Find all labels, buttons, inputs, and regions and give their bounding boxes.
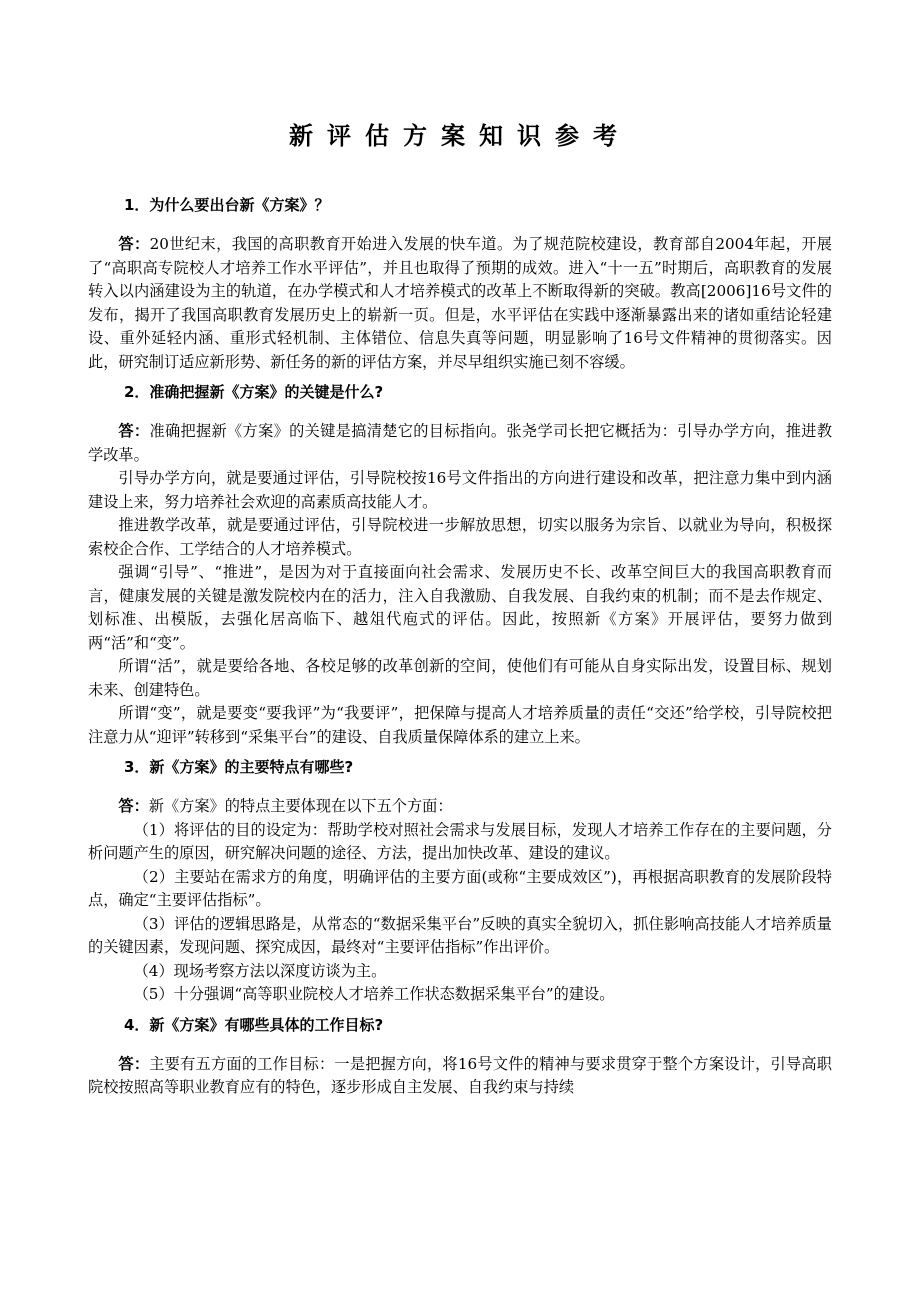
question-2: 2．准确把握新《方案》的关键是什么? <box>124 383 384 401</box>
document-title: 新评估方案知识参考 <box>289 122 631 150</box>
answer-label: 答： <box>118 235 150 253</box>
feature-item: （1）将评估的目的设定为：帮助学校对照社会需求与发展目标，发现人才培养工作存在的主要问题，分析问题产生的原因，研究解决问题的途径、方法，提出加快改革、建设的建议。 <box>88 820 832 862</box>
answer-2-paragraph: 推进教学改革，就是要通过评估，引导院校进一步解放思想，切实以服务为宗旨、以就业为导向，积极探索校企合作、工学结合的人才培养模式。 <box>88 516 832 558</box>
question-3: 3．新《方案》的主要特点有哪些? <box>124 758 354 776</box>
answer-2-paragraph: 所谓“活”，就是要给各地、各校足够的改革创新的空间，使他们有可能从自身实际出发，设置目标、规划未来、创建特色。 <box>88 657 832 699</box>
answer-label: 答： <box>118 1054 150 1073</box>
answer-2-paragraph: 所谓“变”，就是要变“要我评”为“我要评”，把保障与提高人才培养质量的责任“交还”给学校，引导院校把注意力从“迎评”转移到“采集平台”的建设、自我质量保障体系的建立上来。 <box>88 704 832 746</box>
answer-2-paragraph: 强调“引导”、“推进”，是因为对于直接面向社会需求、发展历史不长、改革空间巨大的我国高职教育而言，健康发展的关键是激发院校内在的活力，注入自我激励、自我发展、自我约束的机制；而不是去作规定、划标准、出模版，去强化居高临下、越俎代庖式的评估。因此，按照新《方案》开展评估，要努力做到两“活”和“变”。 <box>88 563 832 652</box>
question-4: 4．新《方案》有哪些具体的工作目标? <box>124 1015 384 1034</box>
feature-item: （3）评估的逻辑思路是，从常态的“数据采集平台”反映的真实全貌切入，抓住影响高技能人才培养质量的关键因素，发现问题、探究成因，最终对“主要评估指标”作出评价。 <box>88 914 832 956</box>
answer-2-paragraph: 引导办学方向，就是要通过评估，引导院校按16号文件指出的方向进行建设和改革，把注意力集中到内涵建设上来，努力培养社会欢迎的高素质高技能人才。 <box>88 469 832 511</box>
answer-4-text: 主要有五方面的工作目标：一是把握方向，将16号文件的精神与要求贯穿于整个方案设计，引导高职院校按照高等职业教育应有的特色，逐步形成自主发展、自我约束与持续 <box>88 1054 832 1096</box>
question-1: 1．为什么要出台新《方案》？ <box>124 196 330 214</box>
answer-1-text: 20世纪末，我国的高职教育开始进入发展的快车道。为了规范院校建设，教育部自2004年起，开展了“高职高专院校人才培养工作水平评估”，并且也取得了预期的成效。进入“十一五”时期后，高职教育的发展转入以内涵建设为主的轨道，在办学模式和人才培养模式的改革上不断取得新的突破。教高[2006]16号文件的发布，揭开了我国高职教育发展历史上的崭新一页。但是，水平评估在实践中逐渐暴露出来的诸如重结论轻建设、重外延轻内涵、重形式轻机制、主体错位、信息失真等问题，明显影响了16号文件精神的贯彻落实。因此，研究制订适应新形势、新任务的新的评估方案，并尽早组织实施已刻不容缓。 <box>88 235 832 371</box>
answer-label: 答： <box>118 797 149 815</box>
feature-item: （2）主要站在需求方的角度，明确评估的主要方面(或称“主要成效区”)，再根据高职教育的发展阶段特点，确定“主要评估指标”。 <box>88 867 832 909</box>
answer-3 <box>88 795 832 819</box>
document-body <box>88 193 832 1100</box>
answer-label: 答： <box>118 422 150 440</box>
feature-item: （5）十分强调“高等职业院校人才培养工作状态数据采集平台”的建设。 <box>133 985 615 1003</box>
answer-1 <box>88 233 832 374</box>
feature-item: （4）现场考察方法以深度访谈为主。 <box>133 961 387 980</box>
answer-2 <box>88 420 832 467</box>
answer-4 <box>88 1053 832 1100</box>
answer-2-text: 准确把握新《方案》的关键是搞清楚它的目标指向。张尧学司长把它概括为：引导办学方向，推进教学改革。 <box>88 422 833 464</box>
answer-3-text: 新《方案》的特点主要体现在以下五个方面： <box>148 797 453 815</box>
